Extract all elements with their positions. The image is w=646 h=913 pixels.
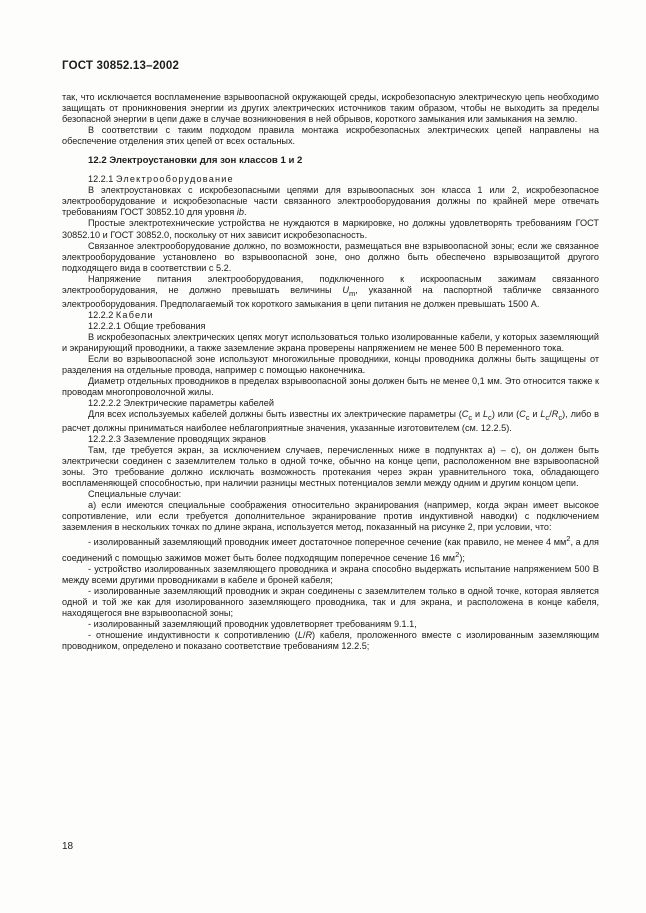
paragraph: - устройство изолированных заземляющего проводника и экрана способно выдержать испытание напряжением 500 В между всеми другими проводниками в кабеле и броней кабеля;	[62, 563, 599, 585]
paragraph: Специальные случаи:	[88, 489, 182, 500]
paragraph: 12.2.2.1 Общие требования	[88, 320, 206, 331]
paragraph: Связанное электрооборудование должно, по возможности, размещаться вне взрывоопасной зоны; если же связанное электрооборудование установлено во взрывоопасной зоне, оно должно быть обеспечено взрывозащитой другого подходящего вида в соответствии с 5.2.	[62, 240, 599, 273]
paragraph: 12.2.2.3 Заземление проводящих экранов	[88, 434, 267, 445]
paragraph: 12.2.1 Электрооборудование	[88, 174, 234, 185]
paragraph: Для всех используемых кабелей должны быть известны их электрические параметры ($C_c$ и $L_c$) или ($C_c$ и $L_c/R_c$), либо в расчет должны приниматься наиболее неблагоприятные значения, указанные изготовителем (см. 12.2.5).	[62, 409, 599, 433]
paragraph: - отношение индуктивности к сопротивлению (L/R) кабеля, проложенного вместе с изолированным заземляющим проводником, определено и показано соответствие требованиям 12.2.5;	[62, 629, 599, 651]
paragraph: Напряжение питания электрооборудования, подключенного к искроопасным зажимам связанного электрооборудования, не должно превышать величины $U_m$, указанной на паспортной табличке связанного электрооборудования. Предполагаемый ток короткого замыкания в цепи питания не должен превышать 1500 А.	[62, 273, 599, 309]
paragraph: Если во взрывоопасной зоне используют многожильные проводники, концы проводника должны быть защищены от разделения на отдельные провода, например с помощью наконечника.	[62, 353, 599, 375]
paragraph: Диаметр отдельных проводников в пределах взрывоопасной зоны должен быть не менее 0,1 мм. Это относится также к проводам многопроволочной жилы.	[62, 375, 599, 397]
paragraph: Простые электротехнические устройства не нуждаются в маркировке, но должны удовлетворять требованиям ГОСТ 30852.10 и ГОСТ 30852.0, поскольку от них зависит искробезопасность.	[62, 218, 599, 240]
body-text	[62, 92, 599, 652]
paragraph: В электроустановках с искробезопасными цепями для взрывоопасных зон класса 1 или 2, искробезопасное электрооборудование и искробезопасные части связанного электрооборудования должны по крайней мере отвечать требованиям ГОСТ 30852.10 для уровня ib.	[62, 185, 599, 218]
paragraph: - изолированный заземляющий проводник удовлетворяет требованиям 9.1.1,	[88, 618, 417, 629]
paragraph: В соответствии с таким подходом правила монтажа искробезопасных электрических цепей направлены на обеспечение отделения этих цепей от всех остальных.	[62, 125, 599, 147]
paragraph: а) если имеются специальные соображения относительно экранирования (например, когда экран имеет высокое сопротивление, или если требуется дополнительное экранирование против индуктивной наводки) с подключением заземления в нескольких точках по длине экрана, используется метод, показанный на рисунке 2, при условии, что:	[62, 500, 599, 533]
paragraph: 12.2.2.2 Электрические параметры кабелей	[88, 398, 274, 409]
standard-header: ГОСТ 30852.13–2002	[62, 60, 180, 72]
paragraph: - изолированные заземляющий проводник и экран соединены с заземлителем только в одной точке, которая является одной и той же как для изолированного заземляющего проводника, так и для экрана, и расположена в конце кабеля, находящегося вне взрывоопасной зоны;	[62, 585, 599, 618]
section-heading: 12.2 Электроустановки для зон классов 1 и 2	[88, 155, 303, 167]
paragraph: В искробезопасных электрических цепях могут использоваться только изолированные кабели, у которых заземляющий и экранирующий проводники, а также заземление экрана проверены напряжением не менее 500 В переменного тока.	[62, 331, 599, 353]
paragraph: так, что исключается воспламенение взрывоопасной окружающей среды, искробезопасную электрическую цепь необходимо защищать от проникновения энергии из других электрических источников таким образом, чтобы не выходить за пределы безопасной энергии в цепи даже в случае возникновения в ней обрывов, короткого замыкания или замыкания на землю.	[62, 92, 599, 125]
page-number: 18	[62, 841, 74, 852]
paragraph: Там, где требуется экран, за исключением случаев, перечисленных ниже в подпунктах а) – с), он должен быть электрически соединен с заземлителем только в одной точке, обычно на конце цепи, расположенном вне взрывоопасной зоны. Это требование должно исключать возможность протекания через экран уравнительного тока, обладающего воспламеняющей способностью, при наличии разницы местных потенциалов земли между одним и другим концом цепи.	[62, 445, 599, 489]
paragraph: - изолированный заземляющий проводник имеет достаточное поперечное сечение (как правило, не менее 4 $мм^2$, а для соединений с помощью зажимов может быть более подходящим поперечное сечение 16 $мм^2$);	[62, 534, 599, 563]
paragraph: 12.2.2 Кабели	[88, 309, 154, 320]
